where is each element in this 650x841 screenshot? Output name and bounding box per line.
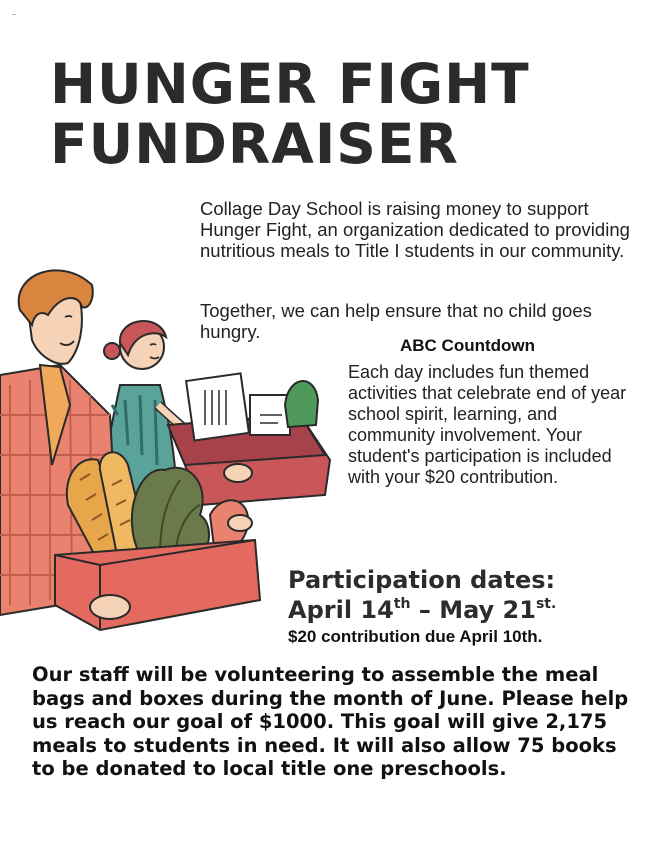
page-title <box>50 54 530 174</box>
title-line-1: HUNGER FIGHT <box>50 52 530 116</box>
start-date: April 14 <box>288 596 394 624</box>
title-line-2: FUNDRAISER <box>50 112 459 176</box>
end-date: May 21 <box>439 596 536 624</box>
intro-paragraph-2: Together, we can help ensure that no child goes hungry. <box>200 300 592 342</box>
scan-speck <box>12 14 16 15</box>
start-date-suffix: th <box>393 596 411 612</box>
closing-paragraph: Our staff will be volunteering to assemble the meal bags and boxes during the month of June. Please help us reach our goal of $1000. This goal will give 2,175 meals to students in need. It will also allow 75 books to be donated to local title one preschools. <box>32 663 629 780</box>
participation-dates-label: Participation dates: <box>288 566 556 594</box>
abc-countdown-heading: ABC Countdown <box>400 336 536 355</box>
abc-countdown-description: Each day includes fun themed activities that celebrate end of year school spirit, learning, and community involvement. Your student's participation is included with your $20 contribution. <box>348 362 627 487</box>
contribution-due-date: $20 contribution due April 10th. <box>288 627 543 646</box>
date-separator: – <box>410 596 440 624</box>
end-date-suffix: st. <box>535 596 557 612</box>
participation-dates <box>288 596 556 624</box>
intro-paragraph: Collage Day School is raising money to support Hunger Fight, an organization dedicated to providing nutritious meals to Title I students in our community. <box>200 198 630 261</box>
